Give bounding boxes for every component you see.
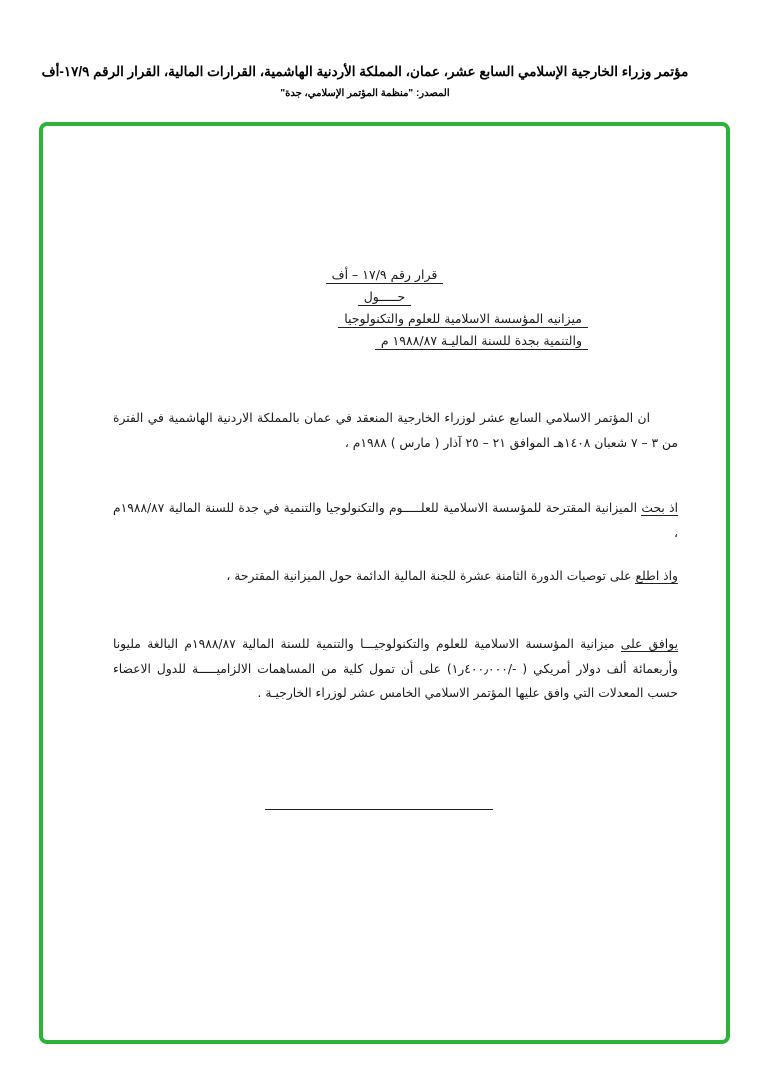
end-divider xyxy=(265,809,493,810)
paragraph-lead: يوافق على xyxy=(620,637,679,651)
paragraph-text: ان المؤتمر الاسلامي السابع عشر لوزراء الخارجية المنعقد في عمان بالمملكة الاردنية الهاشمية في الفترة من ٣ – ٧ شعبان ١٤٠٨هـ الموافق ٢١ – ٢٥ آذار ( مارس ) ١٩٨٨م ، xyxy=(113,411,678,450)
scanned-document xyxy=(43,126,726,1040)
preamble-paragraph xyxy=(113,406,678,455)
page-header xyxy=(20,62,710,99)
document-frame xyxy=(39,122,730,1044)
considering-paragraph xyxy=(113,496,678,545)
paragraph-text: على توصيات الدورة الثامنة عشرة للجنة المالية الدائمة حول الميزانية المقترحة ، xyxy=(226,569,636,583)
paragraph-lead: اذ بحث xyxy=(641,501,678,515)
reviewing-paragraph xyxy=(113,564,678,589)
paragraph-lead: واذ اطلع xyxy=(635,569,678,583)
resolution-subject-line-2: والتنمية بجدة للسنة الماليـة ١٩٨٨/٨٧ م xyxy=(43,330,726,352)
resolution-number: قرار رقم ١٧/٩ – أف xyxy=(43,264,726,286)
resolution-about: حـــــول xyxy=(43,286,726,308)
resolution-subject-line-1: ميزانيه المؤسسة الاسلامية للعلوم والتكنولوجيا xyxy=(43,308,726,330)
operative-paragraph xyxy=(113,632,678,706)
paragraph-text: ميزانية المؤسسة الاسلامية للعلوم والتكنولوجيـــا والتنمية للسنة المالية ١٩٨٨/٨٧م البالغة مليونا وأربعمائة ألف دولار أمريكي ( -/٤٠٠٫٠٠٠ر١) على أن تمول كلية من المساهمات الالزاميـــــة للدول الاعضاء حسب المعدلات التي وافق عليها المؤتمر الاسلامي الخامس عشر لوزراء الخارجيـة . xyxy=(113,637,678,700)
page-title: مؤتمر وزراء الخارجية الإسلامي السابع عشر، عمان، المملكة الأردنية الهاشمية، القرارات المالية، القرار الرقم ١٧/٩-أف xyxy=(41,64,689,79)
source-line: المصدر: "منظمة المؤتمر الإسلامي، جدة" xyxy=(280,88,450,99)
paragraph-text: الميزانية المقترحة للمؤسسة الاسلامية للعلـــــوم والتكنولوجيا والتنمية في جدة للسنة المالية ١٩٨٨/٨٧م ، xyxy=(113,501,678,540)
resolution-title-block xyxy=(43,264,726,352)
